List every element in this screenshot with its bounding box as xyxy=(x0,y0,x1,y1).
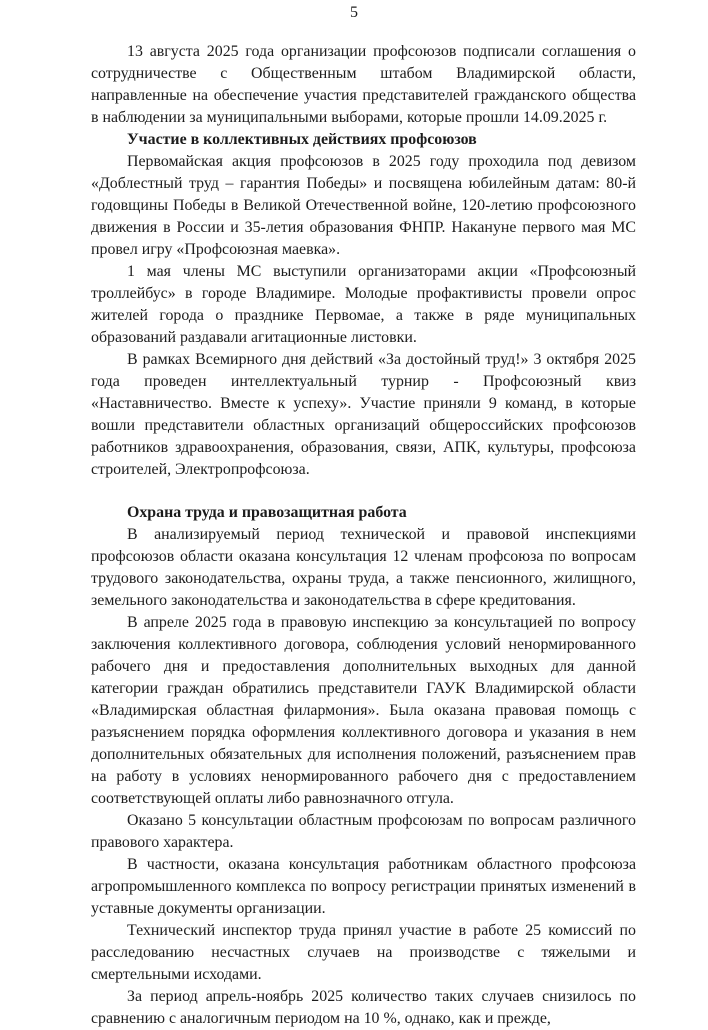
page-number: 5 xyxy=(350,4,358,21)
paragraph-consultations: В анализируемый период технической и правовой инспекциями профсоюзов области оказана консультация 12 членам профсоюза по вопросам трудового законодательства, охраны труда, а также пенсионного, жилищного, земельного законодательства и законодательства в сфере кредитования. xyxy=(91,526,636,609)
paragraph-agreement: 13 августа 2025 года организации профсоюзов подписали соглашения о сотрудничестве с Общественным штабом Владимирской области, направленные на обеспечение участия представителей гражданского общества в наблюдении за муниципальными выборами, которые прошли 14.09.2025 г. xyxy=(91,43,636,126)
paragraph-five-consultations: Оказано 5 консультации областным профсоюзам по вопросам различного правового характера. xyxy=(91,812,636,851)
section-gap xyxy=(91,481,636,502)
paragraph-statistics: За период апрель-ноябрь 2025 количество таких случаев снизилось по сравнению с аналогичным периодом на 10 %, однако, как и прежде, xyxy=(91,988,636,1027)
paragraph-agro-consultation: В частности, оказана консультация работникам областного профсоюза агропромышленного комплекса по вопросу регистрации принятых изменений в уставные документы организации. xyxy=(91,856,636,917)
paragraph-quiz: В рамках Всемирного дня действий «За достойный труд!» 3 октября 2025 года проведен интеллектуальный турнир - Профсоюзный квиз «Наставничество. Вместе к успеху». Участие приняли 9 команд, в которые вошли представители областных организаций общероссийских профсоюзов работников здравоохранения, образования, связи, АПК, культуры, профсоюза строителей, Электропрофсоюза. xyxy=(91,351,636,478)
paragraph-inspector: Технический инспектор труда принял участие в работе 25 комиссий по расследованию несчастных случаев на производстве с тяжелыми и смертельными исходами. xyxy=(91,922,636,983)
paragraph-trolleybus: 1 мая члены МС выступили организаторами акции «Профсоюзный троллейбус» в городе Владимире. Молодые профактивисты провели опрос жителей города о празднике Первомае, а также в ряде муниципальных образований раздавали агитационные листовки. xyxy=(91,263,636,346)
section-heading-labor-protection: Охрана труда и правозащитная работа xyxy=(127,504,407,521)
page-content xyxy=(91,41,636,1030)
section-heading-collective-actions: Участие в коллективных действиях профсоюзов xyxy=(127,131,477,148)
paragraph-philharmonic: В апреле 2025 года в правовую инспекцию за консультацией по вопросу заключения коллективного договора, соблюдения условий ненормированного рабочего дня и предоставления дополнительных выходных для данной категории граждан обратились представители ГАУК Владимирской области «Владимирская областная филармония». Была оказана правовая помощь с разъяснением порядка оформления коллективного договора и указания в нем дополнительных обязательных для исполнения положений, разъяснением прав на работу в условиях ненормированного рабочего дня с предоставлением соответствующей оплаты либо равнозначного отгула. xyxy=(91,614,636,807)
paragraph-may-day-action: Первомайская акция профсоюзов в 2025 году проходила под девизом «Доблестный труд – гарантия Победы» и посвящена юбилейным датам: 80-й годовщины Победы в Великой Отечественной войне, 120-летию профсоюзного движения в России и 35-летия образования ФНПР. Накануне первого мая МС провел игру «Профсоюзная маевка». xyxy=(91,153,636,258)
